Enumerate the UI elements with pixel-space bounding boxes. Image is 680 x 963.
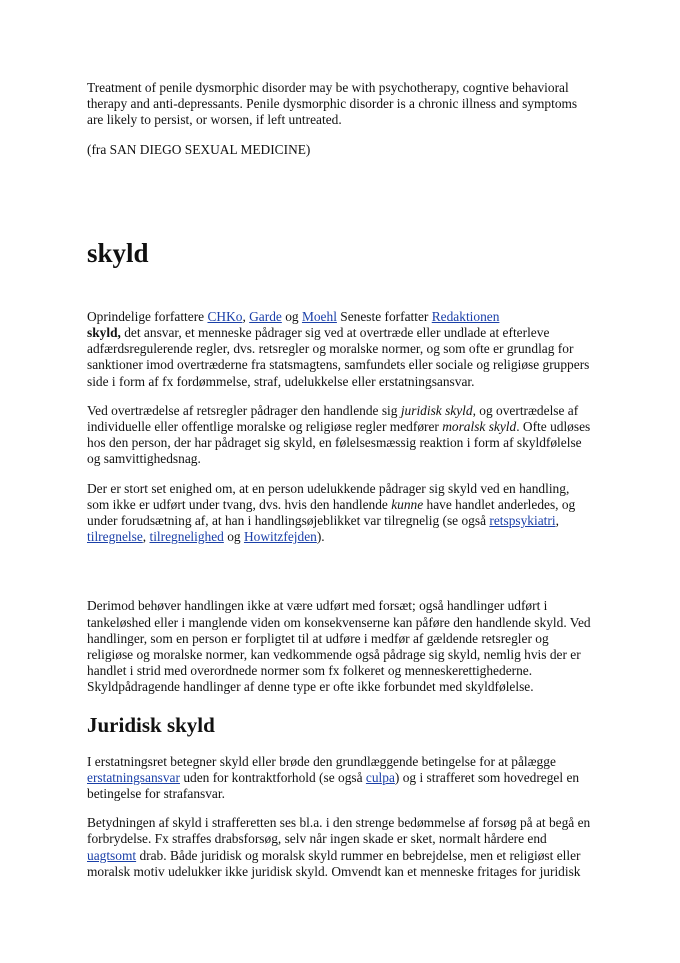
emphasis: moralsk skyld (442, 419, 517, 435)
text: uden for kontraktforhold (se også (179, 769, 366, 785)
paragraph-tilregnelig (87, 481, 594, 546)
authors-sep: , (242, 308, 250, 324)
link-uagtsomt[interactable]: uagtsomt (87, 847, 137, 863)
paragraph-strafferet (87, 815, 594, 880)
link-howitzfejden[interactable]: Howitzfejden (243, 529, 317, 545)
text: have handlet anderledes, og under forudsætning af, at han i handlingsøjeblikket var tilregnelig (se også (87, 496, 576, 529)
authors-prefix: Oprindelige forfattere (87, 308, 208, 324)
text: ) og i strafferet som hovedregel en betingelse for strafansvar. (87, 769, 580, 802)
definition-paragraph (87, 325, 594, 390)
link-erstatningsansvar[interactable]: erstatningsansvar (87, 769, 180, 785)
authors-sep: og (281, 308, 302, 324)
text: , og overtrædelse af individuelle eller offentlige moralske og religiøse regler medfører (87, 402, 579, 435)
intro-paragraph: Treatment of penile dysmorphic disorder may be with psychotherapy, cogntive behavioral therapy and anti-depressants. Penile dysmorphic disorder is a chronic illness and symptoms are likely to persist, or worsen, if left untreated. (87, 80, 578, 128)
text: Ved overtrædelse af retsregler pådrager den handlende sig (87, 402, 401, 418)
author-link-moehl[interactable]: Moehl (301, 308, 337, 324)
link-tilregnelse[interactable]: tilregnelse (87, 529, 143, 545)
text: . Ofte udløses hos den person, der har pådraget sig skyld, en følelsesmæssig reaktion i form af skyldfølelse og samvittighedsnag. (87, 419, 591, 467)
text: I erstatningsret betegner skyld eller brøde den grundlæggende betingelse for at pålægge (87, 753, 556, 769)
text: Betydningen af skyld i strafferetten ses bl.a. i den strenge bedømmelse af forsøg på at begå en forbrydelse. Fx straffes drabsforsøg, selv når ingen skade er sket, normalt hårdere end (87, 815, 591, 847)
author-link-redaktionen[interactable]: Redaktionen (431, 308, 500, 324)
text: drab. Både juridisk og moralsk skyld rummer en bebrejdelse, men et religiøst eller moralsk motiv udelukker ikke juridisk skyld. Omvendt kan et menneske fritages for juridisk (87, 847, 581, 879)
section-heading: Juridisk skyld (87, 712, 215, 737)
spacer (87, 558, 594, 598)
paragraph-erstatningsret (87, 754, 594, 803)
authors-line (87, 309, 594, 325)
source-note: (fra SAN DIEGO SEXUAL MEDICINE) (87, 141, 311, 157)
text: Der er stort set enighed om, at en person udelukkende pådrager sig skyld ved en handling, som ikke er udført under tvang, dvs. hvis den handlende (87, 480, 570, 512)
text: , (555, 513, 559, 529)
definition-term: skyld, (87, 325, 121, 341)
emphasis: kunne (391, 496, 424, 512)
link-retspsykiatri[interactable]: retspsykiatri (489, 513, 556, 529)
definition-text: det ansvar, et menneske pådrager sig ved at overtræde eller undlade at efterleve adfærdsregulerende regler, dvs. retsregler og moralske normer, og som ofte er grundlag for sanktioner imod overtræderne fra statsmagtens, samfundets eller sociale og religiøse gruppers side i form af fx fordømmelse, straf, udelukkelse eller erstatningsansvar. (87, 325, 590, 389)
text: ). (316, 529, 325, 545)
link-culpa[interactable]: culpa (365, 769, 395, 785)
paragraph-juridisk-moralsk (87, 403, 594, 468)
author-link-garde[interactable]: Garde (249, 308, 282, 324)
link-tilregnelighed[interactable]: tilregnelighed (149, 529, 224, 545)
article-title: skyld (87, 237, 149, 268)
author-link-chko[interactable]: CHKo (207, 308, 243, 324)
emphasis: juridisk skyld (400, 402, 473, 418)
latest-author-label: Seneste forfatter (336, 308, 432, 324)
text: , (142, 529, 150, 545)
paragraph-forsaet: Derimod behøver handlingen ikke at være udført med forsæt; også handlinger udført i tankeløshed eller i manglende viden om konsekvenserne kan påføre den handlende skyld. Ved handlinger, som en person er forpligtet til at udføre i medfør af gældende retsregler og religiøse og moralske normer, kan vedkommende også pådrage sig skyld, nemlig hvis der er handlet i strid med overordnede normer som fx folkeret og menneskerettighederne. Skyldpådragende handlinger af denne type er ofte ikke forbundet med skyldfølelse. (87, 598, 591, 695)
text: og (223, 529, 244, 545)
